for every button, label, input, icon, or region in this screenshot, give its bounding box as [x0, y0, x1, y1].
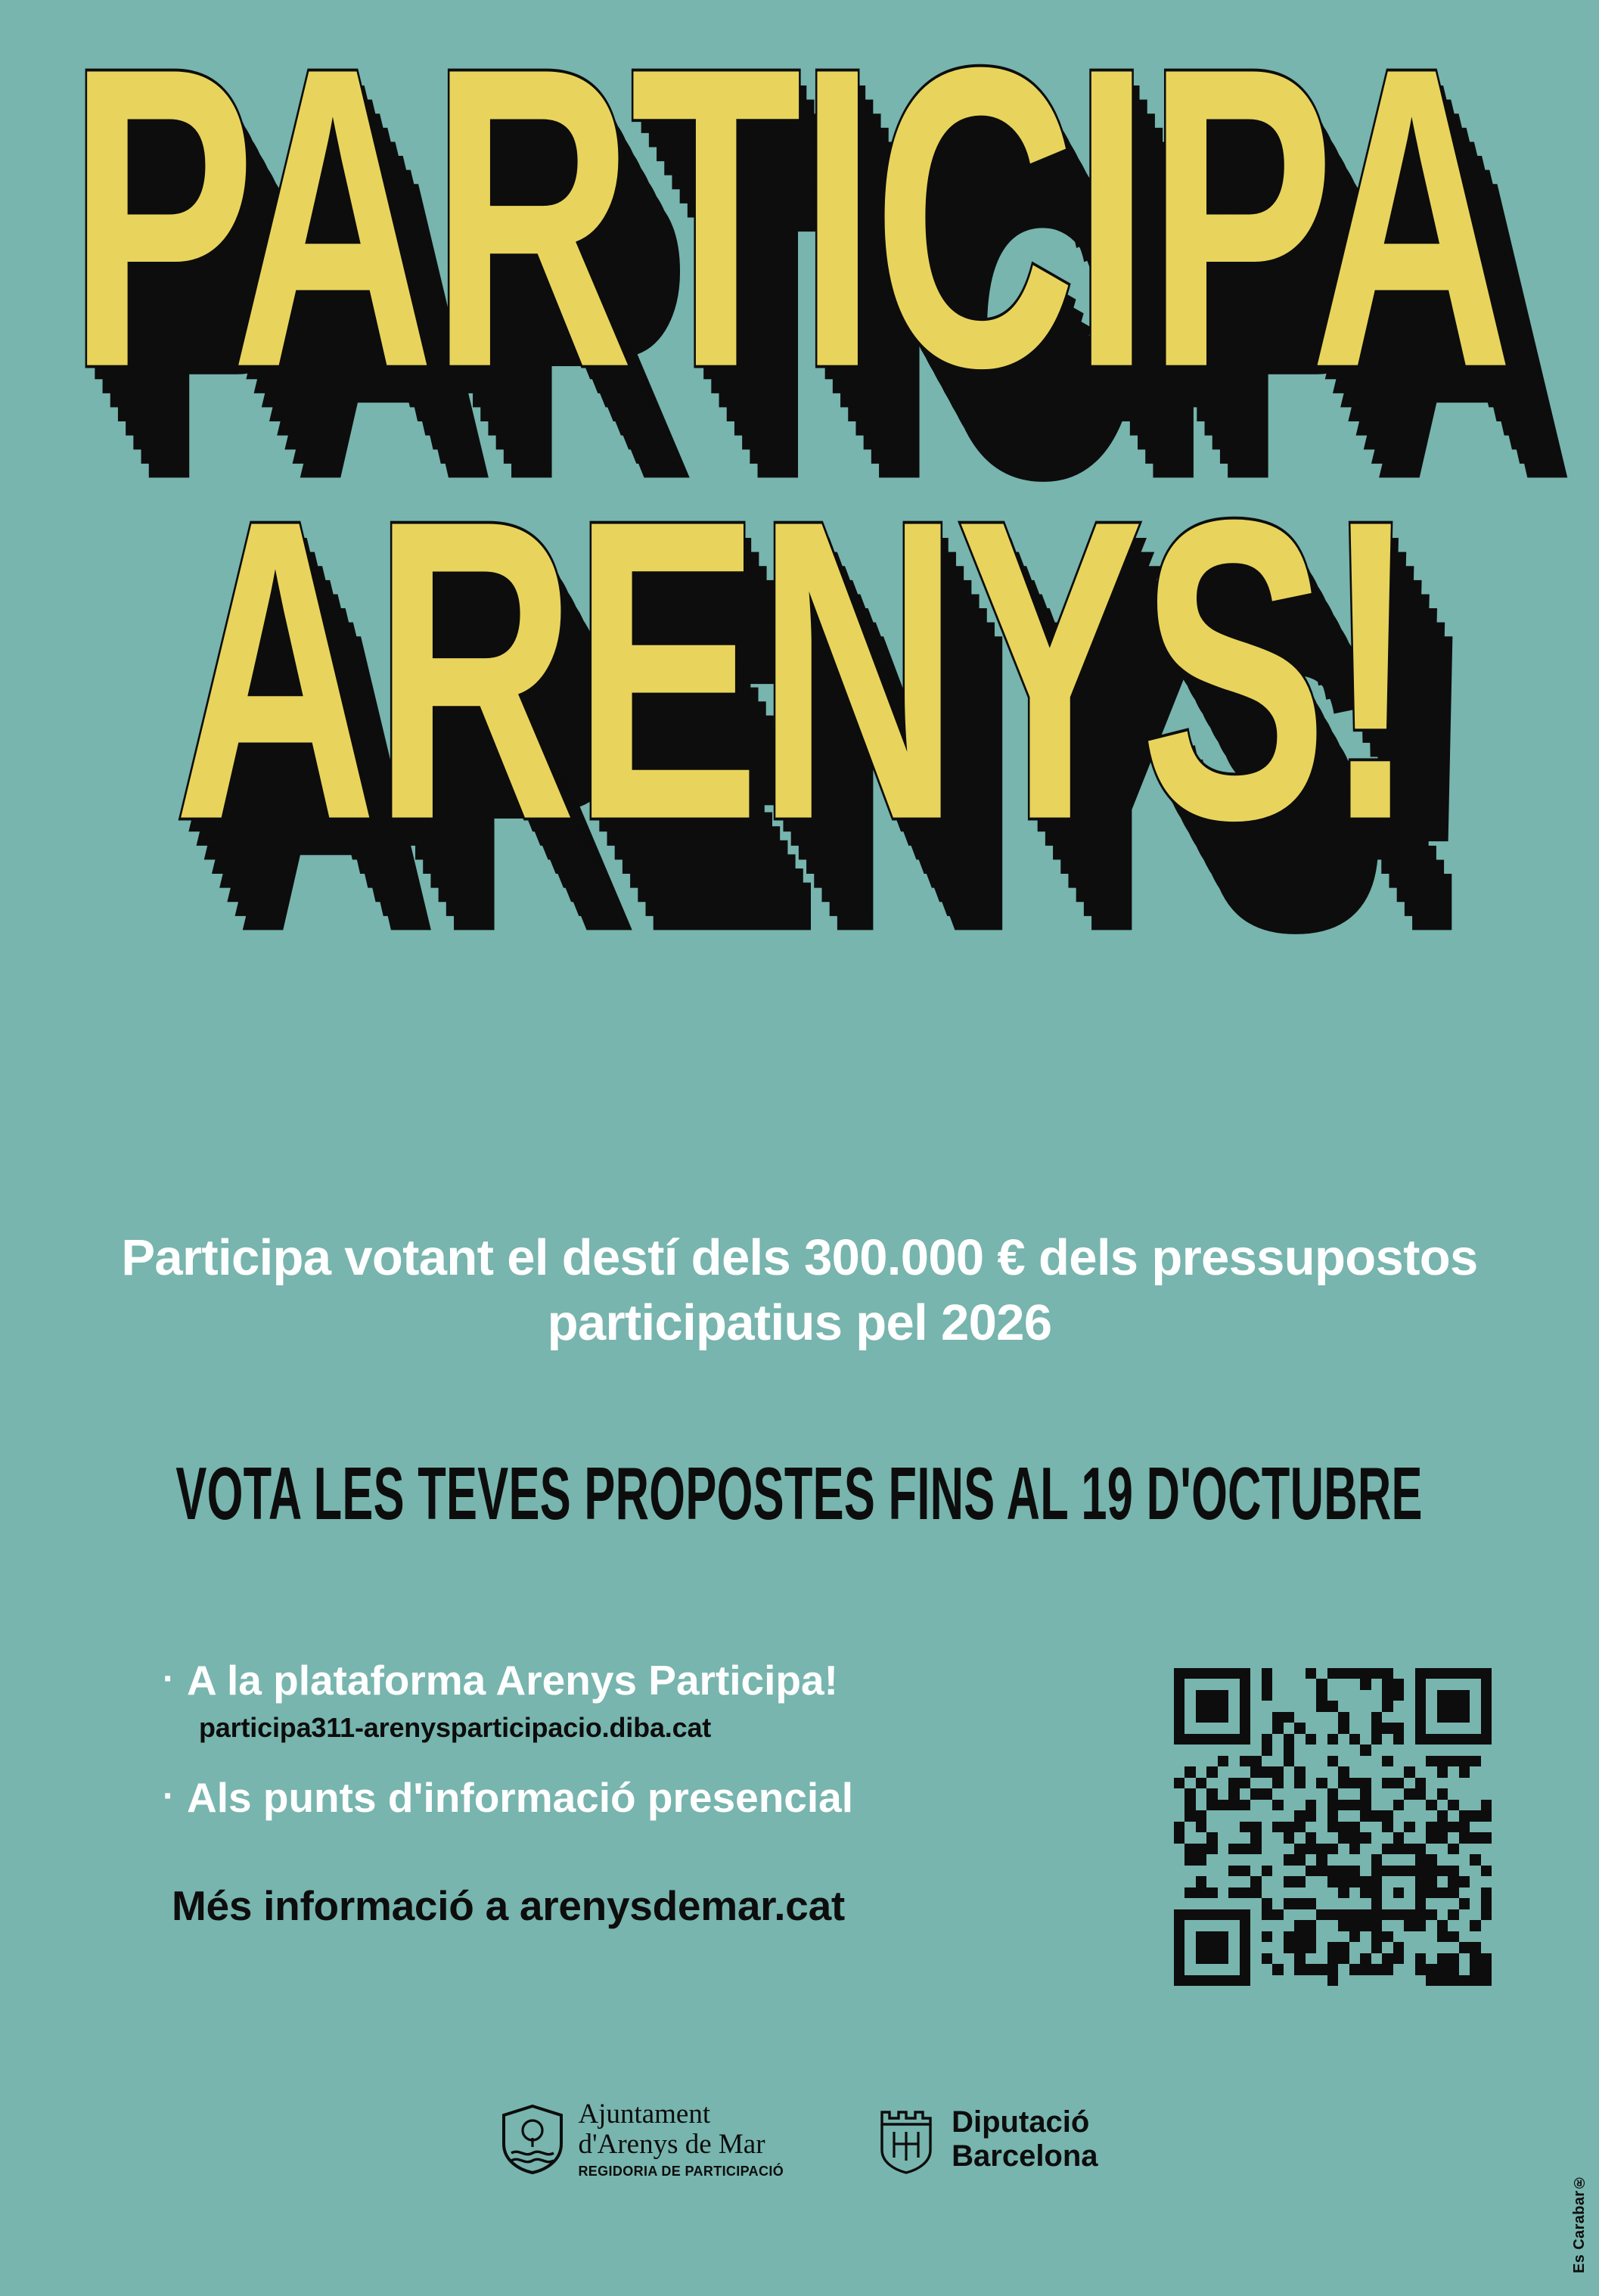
bullet-icon: · [163, 1659, 175, 1699]
logo-row [0, 2099, 1599, 2179]
headline-line-1 [0, 0, 1599, 457]
platform-url[interactable]: participa311-arenysparticipacio.diba.cat [199, 1712, 712, 1744]
subtitle: Participa votant el destí dels 300.000 € dels pressupostos participatius pel 2026 [121, 1229, 1478, 1351]
headline-block [0, 0, 1599, 909]
arenys-crest-icon [501, 2105, 564, 2174]
deadline-banner [0, 1452, 1599, 1536]
designer-credit: Es Carabar® [1571, 2173, 1588, 2273]
headline-line-1-text: PARTICIPA [68, 0, 1510, 457]
headline-line-2 [0, 432, 1599, 909]
ajuntament-wordmark [578, 2099, 784, 2179]
qr-code[interactable] [1174, 1668, 1492, 1986]
info-item-presencial-label: Als punts d'informació presencial [186, 1774, 854, 1822]
info-item-platform-label: A la plataforma Arenys Participa! [186, 1657, 838, 1704]
ajuntament-line3: REGIDORIA DE PARTICIPACIÓ [578, 2163, 784, 2179]
more-info-line: Més informació a arenysdemar.cat [172, 1881, 845, 1929]
deadline-text: VOTA LES TEVES PROPOSTES FINS AL 19 D'OCTUBRE [175, 1452, 1424, 1536]
logo-ajuntament-arenys [501, 2099, 784, 2179]
diputacio-wordmark [952, 2105, 1098, 2173]
logo-diputacio-barcelona [874, 2105, 1098, 2174]
info-item-platform [163, 1657, 1161, 1704]
diputacio-line2: Barcelona [952, 2139, 1098, 2173]
info-section [163, 1657, 1161, 1930]
qr-code-grid [1174, 1668, 1492, 1986]
info-item-presencial [163, 1774, 1161, 1822]
ajuntament-line1: Ajuntament [578, 2099, 711, 2130]
diputacio-line1: Diputació [952, 2105, 1090, 2139]
headline-line-2-text: ARENYS! [174, 432, 1414, 909]
ajuntament-line2: d'Arenys de Mar [578, 2128, 765, 2160]
bullet-icon: · [163, 1776, 175, 1817]
diputacio-crest-icon [874, 2105, 938, 2174]
